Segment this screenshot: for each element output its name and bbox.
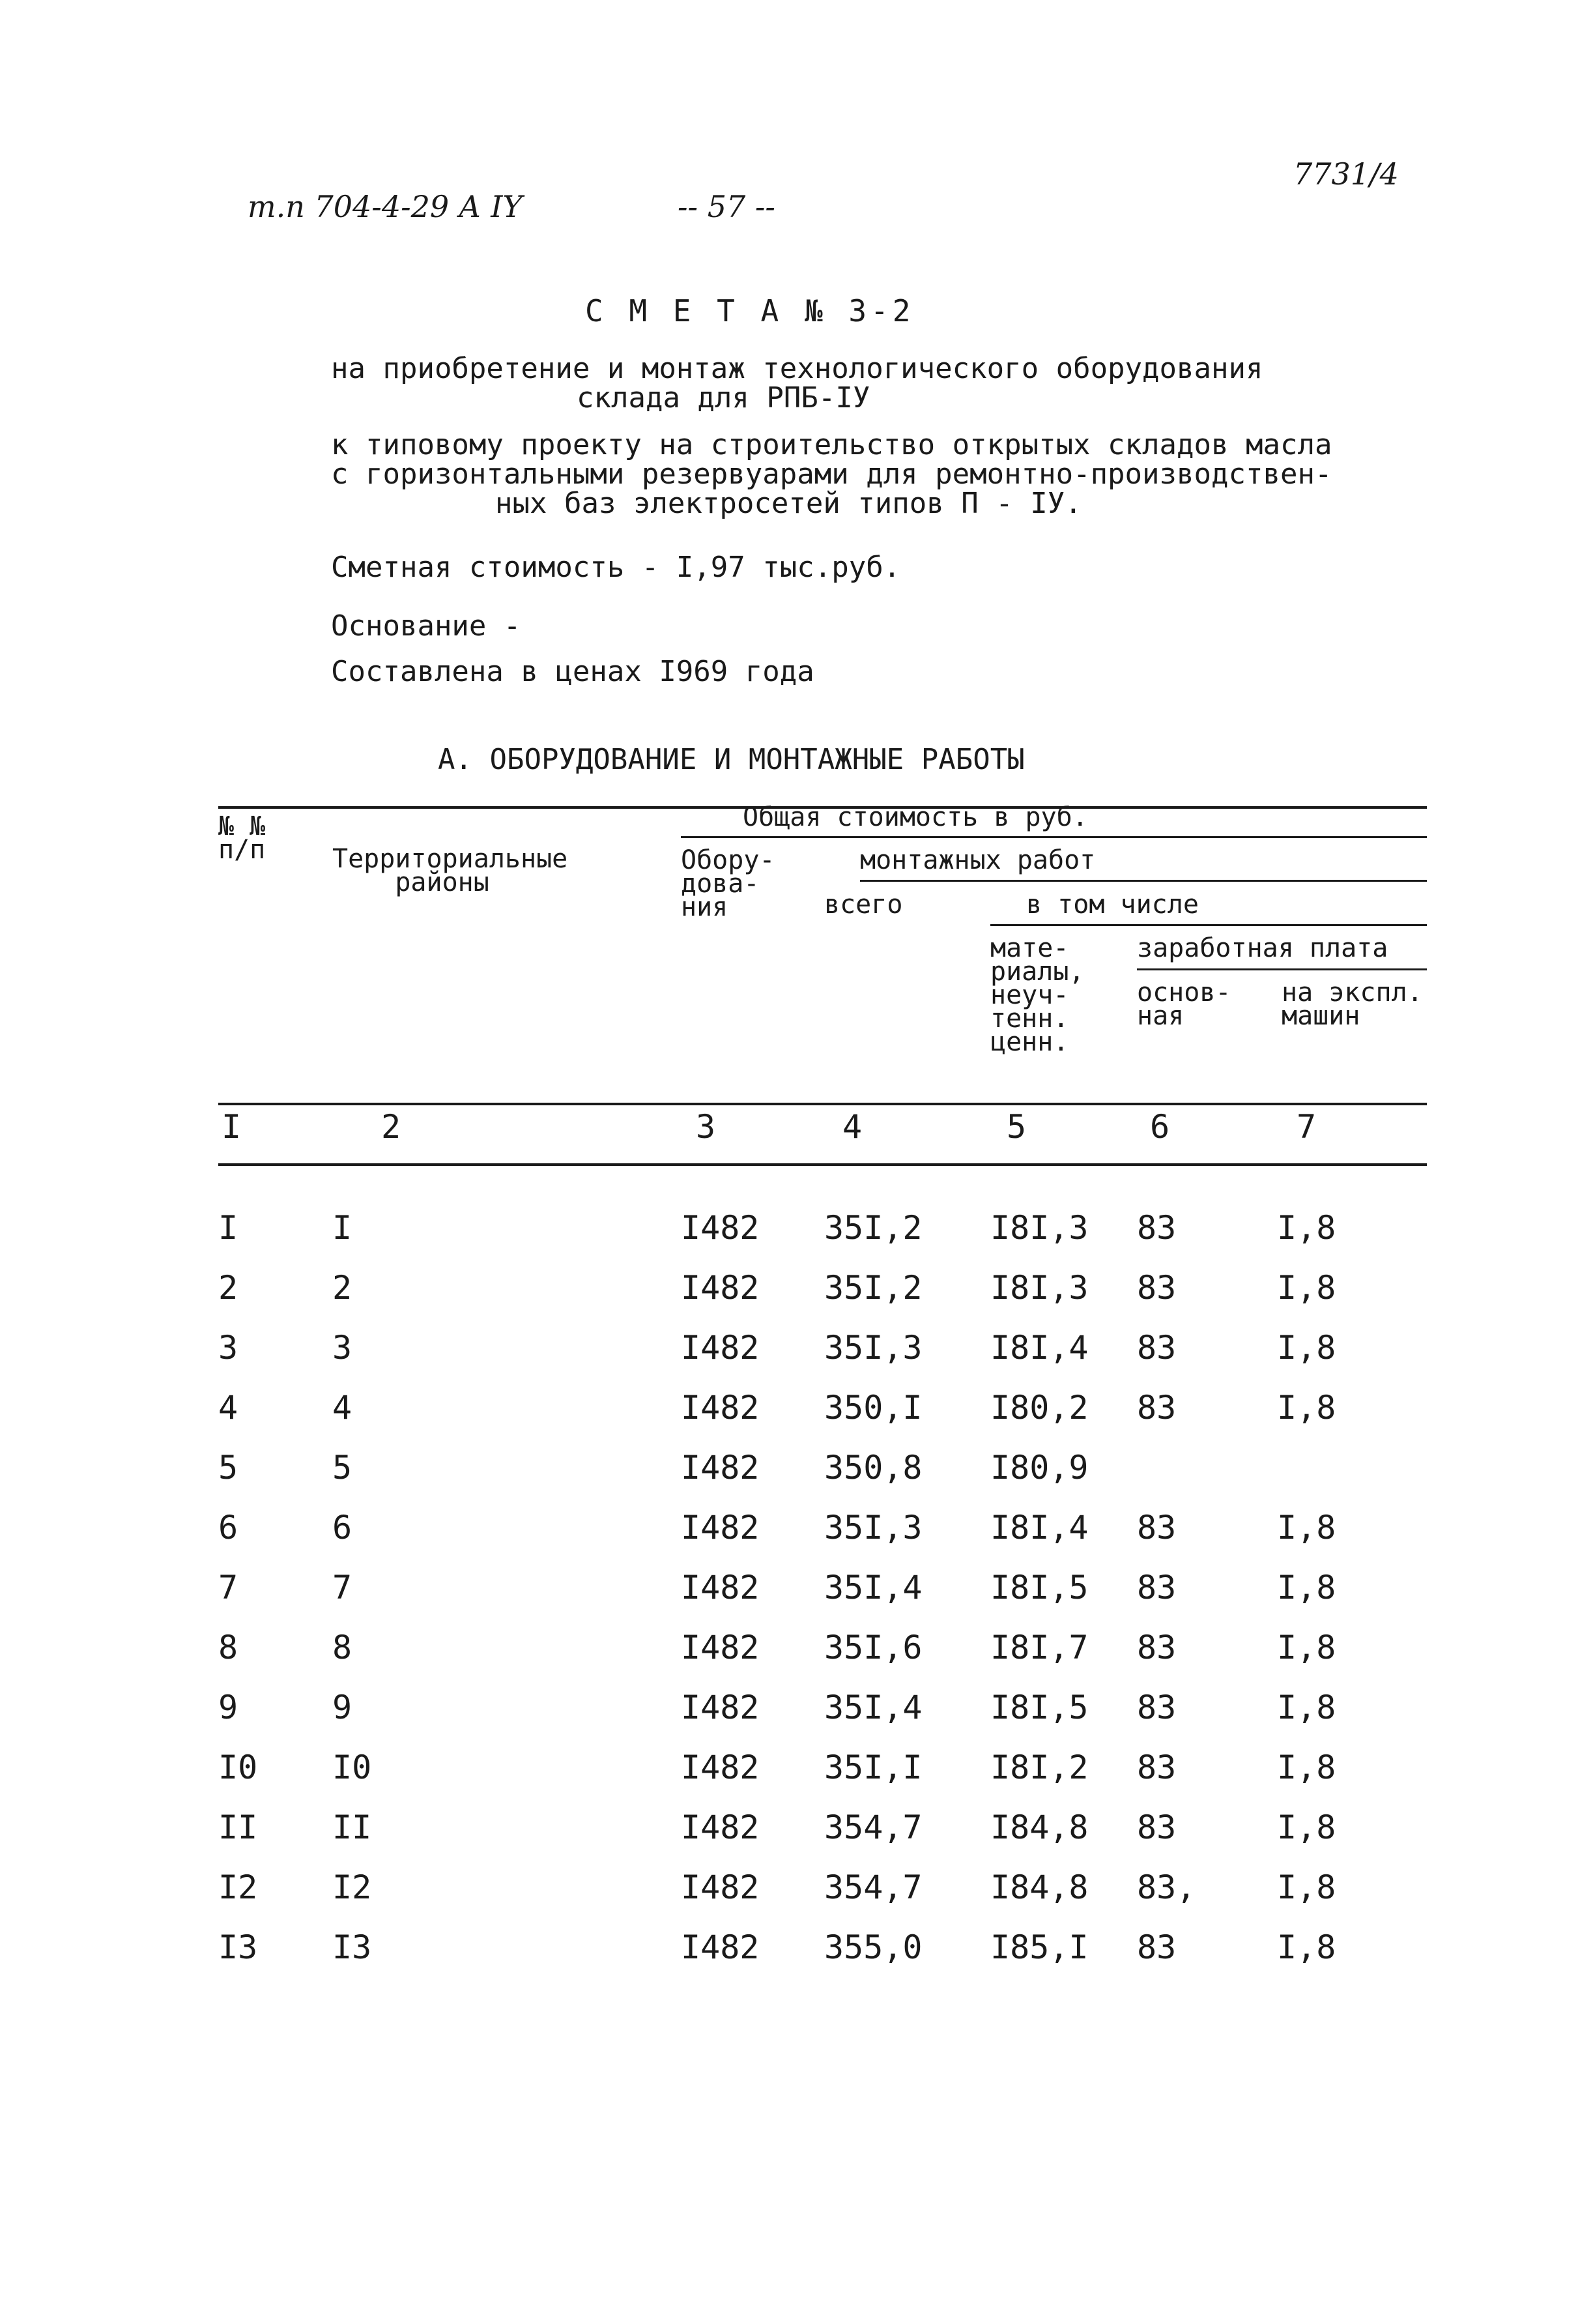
equipment-header: Обору- дова- ния xyxy=(681,845,775,922)
row-number: 6 xyxy=(218,1509,238,1547)
row-basic-wages: 83 xyxy=(1137,1928,1177,1966)
row-equipment: I482 xyxy=(681,1928,760,1966)
row-basic-wages: 83 xyxy=(1137,1689,1177,1726)
prices-line: Составлена в ценах I969 года xyxy=(331,655,814,688)
row-machine-wages: I,8 xyxy=(1277,1569,1336,1606)
row-equipment: I482 xyxy=(681,1868,760,1906)
row-machine-wages: I,8 xyxy=(1277,1509,1336,1547)
row-number: 4 xyxy=(218,1389,238,1427)
row-region: I xyxy=(332,1209,352,1247)
row-materials: I84,8 xyxy=(990,1868,1089,1906)
page-number: -- 57 -- xyxy=(678,189,775,224)
column-number-2: 2 xyxy=(381,1108,401,1146)
column-number-header: № № п/п xyxy=(218,811,266,865)
row-machine-wages: I,8 xyxy=(1277,1209,1336,1247)
installation-underline xyxy=(860,880,1427,882)
row-installation-total: 350,I xyxy=(824,1389,923,1427)
row-number: I3 xyxy=(218,1928,258,1966)
row-materials: I8I,5 xyxy=(990,1569,1089,1606)
row-equipment: I482 xyxy=(681,1808,760,1846)
row-number: II xyxy=(218,1808,258,1846)
row-materials: I8I,4 xyxy=(990,1329,1089,1367)
row-machine-wages: I,8 xyxy=(1277,1269,1336,1307)
row-machine-wages: I,8 xyxy=(1277,1389,1336,1427)
basis-line: Основание - xyxy=(331,609,521,643)
row-region: 8 xyxy=(332,1629,352,1666)
row-basic-wages: 83 xyxy=(1137,1329,1177,1367)
row-number: 8 xyxy=(218,1629,238,1666)
section-title: А. ОБОРУДОВАНИЕ И МОНТАЖНЫЕ РАБОТЫ xyxy=(438,743,1025,776)
all-header: всего xyxy=(824,890,903,920)
row-machine-wages: I,8 xyxy=(1277,1629,1336,1666)
row-number: I0 xyxy=(218,1749,258,1786)
column-number-4: 4 xyxy=(842,1108,863,1146)
row-basic-wages: 83 xyxy=(1137,1629,1177,1666)
row-region: 9 xyxy=(332,1689,352,1726)
row-equipment: I482 xyxy=(681,1689,760,1726)
row-machine-wages: I,8 xyxy=(1277,1808,1336,1846)
wages-underline xyxy=(1137,968,1427,970)
row-basic-wages: 83 xyxy=(1137,1509,1177,1547)
row-region: 2 xyxy=(332,1269,352,1307)
row-machine-wages: I,8 xyxy=(1277,1749,1336,1786)
row-machine-wages: I,8 xyxy=(1277,1868,1336,1906)
row-installation-total: 354,7 xyxy=(824,1808,923,1846)
row-basic-wages: 83 xyxy=(1137,1569,1177,1606)
row-materials: I8I,7 xyxy=(990,1629,1089,1666)
row-installation-total: 350,8 xyxy=(824,1449,923,1487)
row-basic-wages: 83 xyxy=(1137,1389,1177,1427)
project-line-3: ных баз электросетей типов П - IУ. xyxy=(495,487,1082,520)
wages-header: заработная плата xyxy=(1137,933,1388,963)
row-equipment: I482 xyxy=(681,1509,760,1547)
row-installation-total: 35I,2 xyxy=(824,1209,923,1247)
row-number: 7 xyxy=(218,1569,238,1606)
project-line-2: с горизонтальными резервуарами для ремонтно-производствен- xyxy=(331,458,1332,491)
estimated-cost: Сметная стоимость - I,97 тыс.руб. xyxy=(331,551,901,584)
row-machine-wages: I,8 xyxy=(1277,1329,1336,1367)
row-number: 2 xyxy=(218,1269,238,1307)
row-materials: I8I,5 xyxy=(990,1689,1089,1726)
including-header: в том числе xyxy=(1026,890,1199,920)
header-bottom-rule xyxy=(218,1103,1427,1105)
project-line-1: к типовому проекту на строительство открытых складов масла xyxy=(331,428,1332,461)
row-materials: I80,9 xyxy=(990,1449,1089,1487)
including-underline xyxy=(990,924,1427,926)
row-equipment: I482 xyxy=(681,1209,760,1247)
row-materials: I85,I xyxy=(990,1928,1089,1966)
row-machine-wages: I,8 xyxy=(1277,1928,1336,1966)
row-number: 5 xyxy=(218,1449,238,1487)
row-installation-total: 354,7 xyxy=(824,1868,923,1906)
basic-wages-header: основ- ная xyxy=(1137,978,1231,1031)
row-equipment: I482 xyxy=(681,1749,760,1786)
row-equipment: I482 xyxy=(681,1389,760,1427)
row-number: I xyxy=(218,1209,238,1247)
row-basic-wages: 83 xyxy=(1137,1808,1177,1846)
row-region: 3 xyxy=(332,1329,352,1367)
row-installation-total: 35I,3 xyxy=(824,1329,923,1367)
row-materials: I80,2 xyxy=(990,1389,1089,1427)
row-number: 3 xyxy=(218,1329,238,1367)
row-materials: I84,8 xyxy=(990,1808,1089,1846)
row-materials: I8I,4 xyxy=(990,1509,1089,1547)
row-materials: I8I,3 xyxy=(990,1209,1089,1247)
row-installation-total: 35I,6 xyxy=(824,1629,923,1666)
machines-wages-header: на экспл. машин xyxy=(1282,978,1423,1031)
row-region: I3 xyxy=(332,1928,372,1966)
row-equipment: I482 xyxy=(681,1329,760,1367)
row-number: 9 xyxy=(218,1689,238,1726)
row-equipment: I482 xyxy=(681,1629,760,1666)
column-number-3: 3 xyxy=(696,1108,716,1146)
row-basic-wages: 83 xyxy=(1137,1269,1177,1307)
row-region: 6 xyxy=(332,1509,352,1547)
total-cost-underline xyxy=(681,836,1427,838)
row-materials: I8I,3 xyxy=(990,1269,1089,1307)
row-number: I2 xyxy=(218,1868,258,1906)
row-region: I0 xyxy=(332,1749,372,1786)
column-region-header: Территориальные районы xyxy=(332,844,568,897)
column-number-7: 7 xyxy=(1297,1108,1317,1146)
row-equipment: I482 xyxy=(681,1269,760,1307)
materials-header: мате- риалы, неуч- тенн. ценн. xyxy=(990,933,1085,1057)
row-installation-total: 35I,I xyxy=(824,1749,923,1786)
row-region: 5 xyxy=(332,1449,352,1487)
row-installation-total: 35I,4 xyxy=(824,1689,923,1726)
row-region: I2 xyxy=(332,1868,372,1906)
row-installation-total: 35I,4 xyxy=(824,1569,923,1606)
installation-header: монтажных работ xyxy=(860,845,1096,875)
row-installation-total: 35I,2 xyxy=(824,1269,923,1307)
column-numbers-rule xyxy=(218,1163,1427,1166)
document-code: т.п 704-4-29 А IY xyxy=(248,189,523,224)
column-number-6: 6 xyxy=(1150,1108,1170,1146)
row-equipment: I482 xyxy=(681,1569,760,1606)
row-equipment: I482 xyxy=(681,1449,760,1487)
row-region: II xyxy=(332,1808,372,1846)
sheet-number: 7731/4 xyxy=(1293,156,1399,192)
row-basic-wages: 83 xyxy=(1137,1209,1177,1247)
subtitle-line-1: на приобретение и монтаж технологического оборудования xyxy=(331,352,1263,385)
column-number-5: 5 xyxy=(1007,1108,1027,1146)
row-basic-wages: 83 xyxy=(1137,1749,1177,1786)
row-machine-wages: I,8 xyxy=(1277,1689,1336,1726)
row-materials: I8I,2 xyxy=(990,1749,1089,1786)
row-region: 7 xyxy=(332,1569,352,1606)
subtitle-line-2: склада для РПБ-IУ xyxy=(577,381,870,414)
row-installation-total: 35I,3 xyxy=(824,1509,923,1547)
row-region: 4 xyxy=(332,1389,352,1427)
total-cost-header: Общая стоимость в руб. xyxy=(743,802,1088,832)
document-title: С М Е Т А № 3-2 xyxy=(585,293,915,328)
row-installation-total: 355,0 xyxy=(824,1928,923,1966)
row-basic-wages: 83, xyxy=(1137,1868,1196,1906)
column-number-1: I xyxy=(222,1108,242,1146)
